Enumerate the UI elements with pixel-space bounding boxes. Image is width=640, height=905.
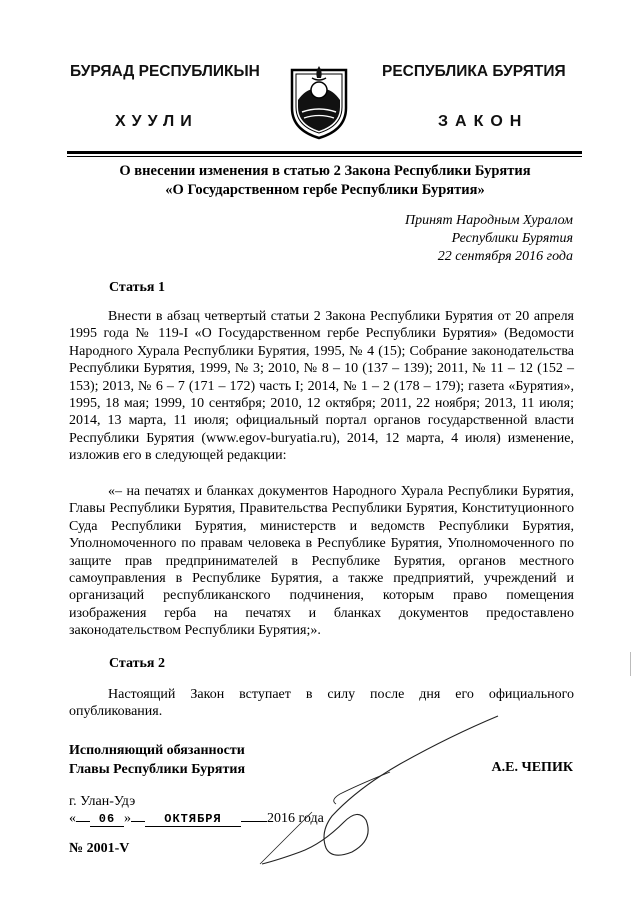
signer-name: А.Е. ЧЕПИК: [491, 760, 573, 775]
coat-of-arms-emblem: [288, 60, 350, 140]
signer-position-line-1: Исполняющий обязанности: [69, 743, 245, 758]
place-of-signing: г. Улан-Удэ: [69, 794, 136, 809]
signing-date: [69, 811, 324, 827]
handwritten-signature: [240, 712, 520, 867]
law-title-line-1: О внесении изменения в статью 2 Закона Республики Бурятия: [119, 163, 531, 179]
date-open-quote: «: [69, 811, 76, 826]
date-month-stamp: ОКТЯБРЯ: [145, 812, 241, 827]
law-title-line-2: «О Государственном гербе Республики Бурятия»: [165, 182, 485, 198]
header-divider-thick: [67, 151, 582, 154]
adoption-line-2: Республики Бурятия: [451, 231, 573, 246]
article-1-heading: Статья 1: [109, 280, 165, 295]
adoption-date: 22 сентября 2016 года: [437, 249, 573, 264]
header-zakon: ЗАКОН: [438, 113, 529, 130]
adoption-note: [405, 212, 573, 266]
article-2-paragraph: Настоящий Закон вступает в силу после дня его официального опубликования.: [69, 687, 574, 720]
date-day-stamp: 06: [90, 812, 124, 827]
signer-position: [69, 741, 245, 779]
header-khuuli: ХУУЛИ: [115, 113, 198, 130]
date-close-quote: »: [124, 811, 131, 826]
article-1-paragraph-1: Внести в абзац четвертый статьи 2 Закона Республики Бурятия от 20 апреля 1995 года № 119-I «О Государственном гербе Республики Бурятия» (Ведомости Народного Хурала Республики Бурятия, 1995, № 4 (15); Собрание законодательства Республики Бурятия, 1999, № 3; 2010, № 8 – 10 (137 – 139); 2011, № 11 – 12 (152 – 153); 2013, № 6 – 7 (171 – 172) часть I; 2014, № 1 – 2 (178 – 179); газета «Бурятия», 1995, 18 мая; 1999, 10 сентября; 2010, 12 октября; 2011, 22 ноября; 2013, 11 июля; 2014, 13 марта, 11 июля; официальный портал органов государственной власти Республики Бурятия (www.egov-buryatia.ru), 2014, 12 марта, 4 июля) изменение, изложив его в следующей редакции:: [69, 309, 574, 464]
header-divider-thin: [67, 156, 582, 157]
header-republic-buryatia: РЕСПУБЛИКА БУРЯТИЯ: [382, 63, 566, 80]
adoption-line-1: Принят Народным Хуралом: [404, 213, 573, 228]
date-year: 2016 года: [267, 811, 324, 826]
article-2-heading: Статья 2: [109, 656, 165, 671]
law-title: [60, 162, 590, 200]
signer-position-line-2: Главы Республики Бурятия: [69, 762, 246, 777]
scan-edge-mark: [630, 652, 631, 676]
article-1-paragraph-2: «– на печатях и бланках документов Народного Хурала Республики Бурятия, Главы Республики Бурятия, Правительства Республики Бурятия, Конституционного Суда Республики Бурятия, министерств и ведомств Республики Бурятия, Уполномоченного по правам человека в Республике Бурятия, Уполномоченного по защите прав предпринимателей в Республике Бурятия, органов местного самоуправления в Республике Бурятия, а также предприятий, учреждений и организаций республиканского подчинения, которым право помещения изображения герба на печатях и бланках документов предоставлено законодательством Республики Бурятия;».: [69, 484, 574, 639]
header-buryat-republic: БУРЯАД РЕСПУБЛИКЫН: [70, 63, 260, 80]
law-number: № 2001-V: [69, 841, 130, 856]
